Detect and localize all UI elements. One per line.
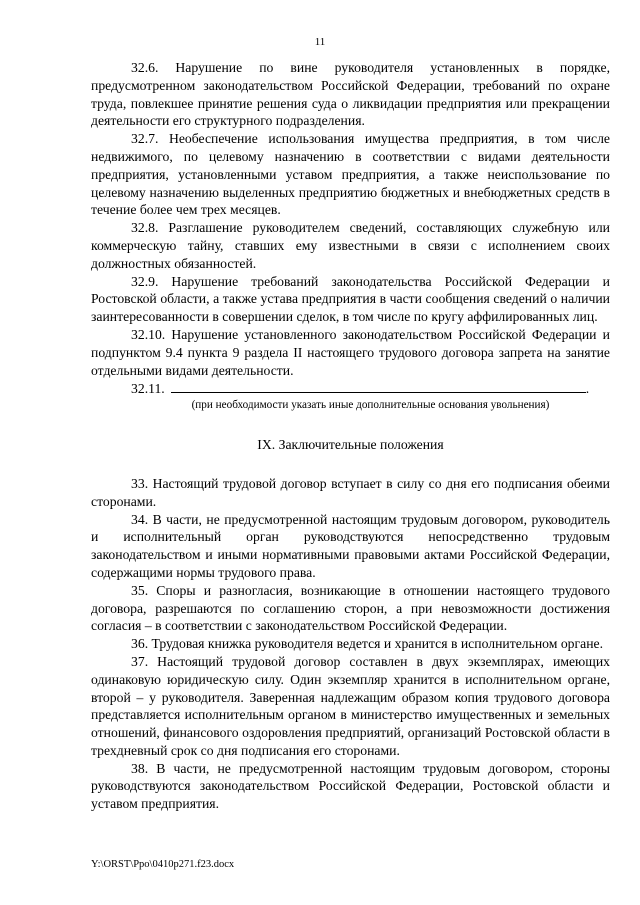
clause-32-7: 32.7. Необеспечение использования имущества предприятия, в том числе недвижимого, по целевому назначению в соответствии с видами деятельности предприятия, установленными уставом предприятия, а также неиспользование по целевому назначению выделенных предприятию бюджетных и внебюджетных средств в течение более чем трех месяцев.	[91, 131, 610, 218]
clause-33: 33. Настоящий трудовой договор вступает в силу со дня его подписания обеими сторонами.	[91, 475, 610, 509]
clause-32-11-label: 32.11.	[131, 381, 165, 397]
clause-36: 36. Трудовая книжка руководителя ведется и хранится в исполнительном органе.	[131, 636, 604, 652]
clause-32-9: 32.9. Нарушение требований законодательства Российской Федерации и Ростовской области, а также устава предприятия в части сообщения сведений о наличии заинтересованности в совершении сделок, в том числе по кругу аффилированных лиц.	[91, 273, 610, 325]
clause-37: 37. Настоящий трудовой договор составлен в двух экземплярах, имеющих одинаковую юридическую силу. Один экземпляр хранится в исполнительном органе, второй – у руководителя. Заверенная надлежащим образом копия трудового договора представляется исполнительным органом в министерство имущественных и земельных отношений, финансового оздоровления предприятий, организаций Ростовской области в трехдневный срок со дня подписания его сторонами.	[91, 653, 610, 758]
clause-32-11	[91, 379, 610, 398]
blank-fill-line	[171, 379, 586, 393]
clause-32-10: 32.10. Нарушение установленного законодательством Российской Федерации и подпунктом 9.4 пункта 9 раздела II настоящего трудового договора запрета на занятие отдельными видами деятельности.	[91, 326, 610, 378]
section-title: IX. Заключительные положения	[257, 437, 444, 453]
page-number: 11	[314, 36, 326, 48]
clause-34: 34. В части, не предусмотренной настоящим трудовым договором, руководитель и исполнительный орган руководствуются непосредственно трудовым законодательством и иными нормативными правовыми актами Российской Федерации, содержащими нормы трудового права.	[91, 511, 610, 580]
clause-32-6: 32.6. Нарушение по вине руководителя установленных в порядке, предусмотренном законодательством Российской Федерации, требований по охране труда, повлекшее принятие решения суда о ликвидации предприятия или прекращении деятельности его структурного подразделения.	[91, 60, 610, 129]
blank-caption: (при необходимости указать иные дополнительные основания увольнения)	[191, 399, 550, 412]
clause-32-8: 32.8. Разглашение руководителем сведений, составляющих служебную или коммерческую тайну, ставших ему известными в связи с исполнением своих должностных обязанностей.	[91, 220, 610, 271]
clause-32-11-end: .	[585, 381, 590, 397]
document-body	[91, 59, 610, 813]
clause-35: 35. Споры и разногласия, возникающие в отношении настоящего трудового договора, разрешаются по соглашению сторон, а при невозможности достижения согласия – в соответствии с законодательством Российской Федерации.	[91, 582, 610, 634]
clause-38: 38. В части, не предусмотренной настоящим трудовым договором, стороны руководствуются законодательством Российской Федерации, Ростовской области и уставом предприятия.	[91, 760, 610, 812]
file-path-footer: Y:\ORST\Ppo\0410p271.f23.docx	[91, 859, 235, 870]
